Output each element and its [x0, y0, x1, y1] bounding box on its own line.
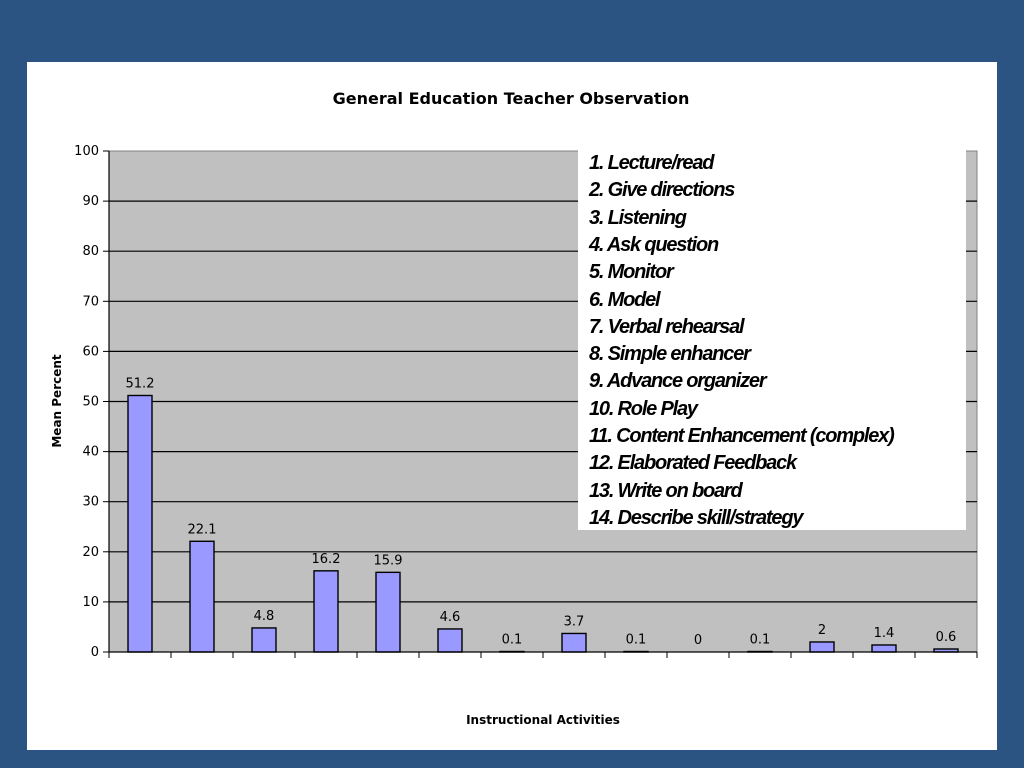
data-label: 16.2: [311, 551, 341, 567]
y-tick-label: 30: [82, 494, 99, 510]
legend-item: 14. Describe skill/strategy: [589, 506, 803, 529]
legend-item: 4. Ask question: [589, 233, 719, 256]
bar: [314, 571, 338, 652]
legend-item: 2. Give directions: [589, 179, 735, 202]
y-tick-label: 80: [82, 244, 99, 260]
y-tick-label: 20: [82, 544, 99, 560]
bar: [376, 572, 400, 652]
bar: [562, 633, 586, 652]
x-axis-title: Instructional Activities: [466, 713, 620, 727]
legend-item: 11. Content Enhancement (complex): [589, 425, 894, 447]
y-tick-label: 60: [82, 344, 99, 360]
y-tick-label: 90: [82, 194, 99, 210]
data-label: 4.6: [439, 609, 461, 625]
data-label: 51.2: [125, 376, 155, 392]
data-label: 3.7: [563, 614, 585, 630]
data-label: 0.1: [749, 632, 771, 648]
legend-item: 10. Role Play: [589, 397, 697, 420]
legend-item: 6. Model: [589, 288, 660, 311]
chart-title: General Education Teacher Observation: [332, 89, 690, 108]
y-axis-title: Mean Percent: [50, 354, 64, 448]
legend-item: 13. Write on board: [589, 479, 742, 502]
legend-item: 9. Advance organizer: [589, 370, 766, 393]
y-tick-label: 70: [82, 294, 99, 310]
y-tick-label: 50: [82, 394, 99, 410]
slide-panel: [27, 62, 997, 750]
data-label: 0.6: [935, 629, 957, 645]
bar: [190, 541, 214, 652]
legend-item: 7. Verbal rehearsal: [589, 315, 744, 338]
data-label: 22.1: [187, 522, 217, 538]
y-tick-label: 0: [90, 645, 99, 660]
y-tick-label: 40: [82, 444, 99, 460]
data-label: 0.1: [501, 632, 523, 648]
y-tick-label: 100: [74, 144, 99, 159]
data-label: 2: [817, 622, 827, 638]
legend-item: 8. Simple enhancer: [589, 343, 750, 366]
bar: [128, 395, 152, 652]
bar: [872, 645, 896, 652]
bar: [810, 642, 834, 652]
data-label: 0.1: [625, 632, 647, 648]
legend: [578, 144, 966, 530]
data-label: 0: [693, 633, 703, 648]
legend-item: 5. Monitor: [589, 261, 673, 284]
data-label: 15.9: [373, 553, 403, 569]
legend-item: 1. Lecture/read: [589, 152, 714, 174]
bar: [252, 628, 276, 652]
y-tick-label: 10: [82, 594, 99, 610]
bar: [438, 629, 462, 652]
legend-item: 3. Listening: [589, 206, 686, 229]
data-label: 1.4: [873, 625, 895, 641]
data-label: 4.8: [253, 608, 275, 624]
legend-item: 12. Elaborated Feedback: [589, 452, 796, 475]
